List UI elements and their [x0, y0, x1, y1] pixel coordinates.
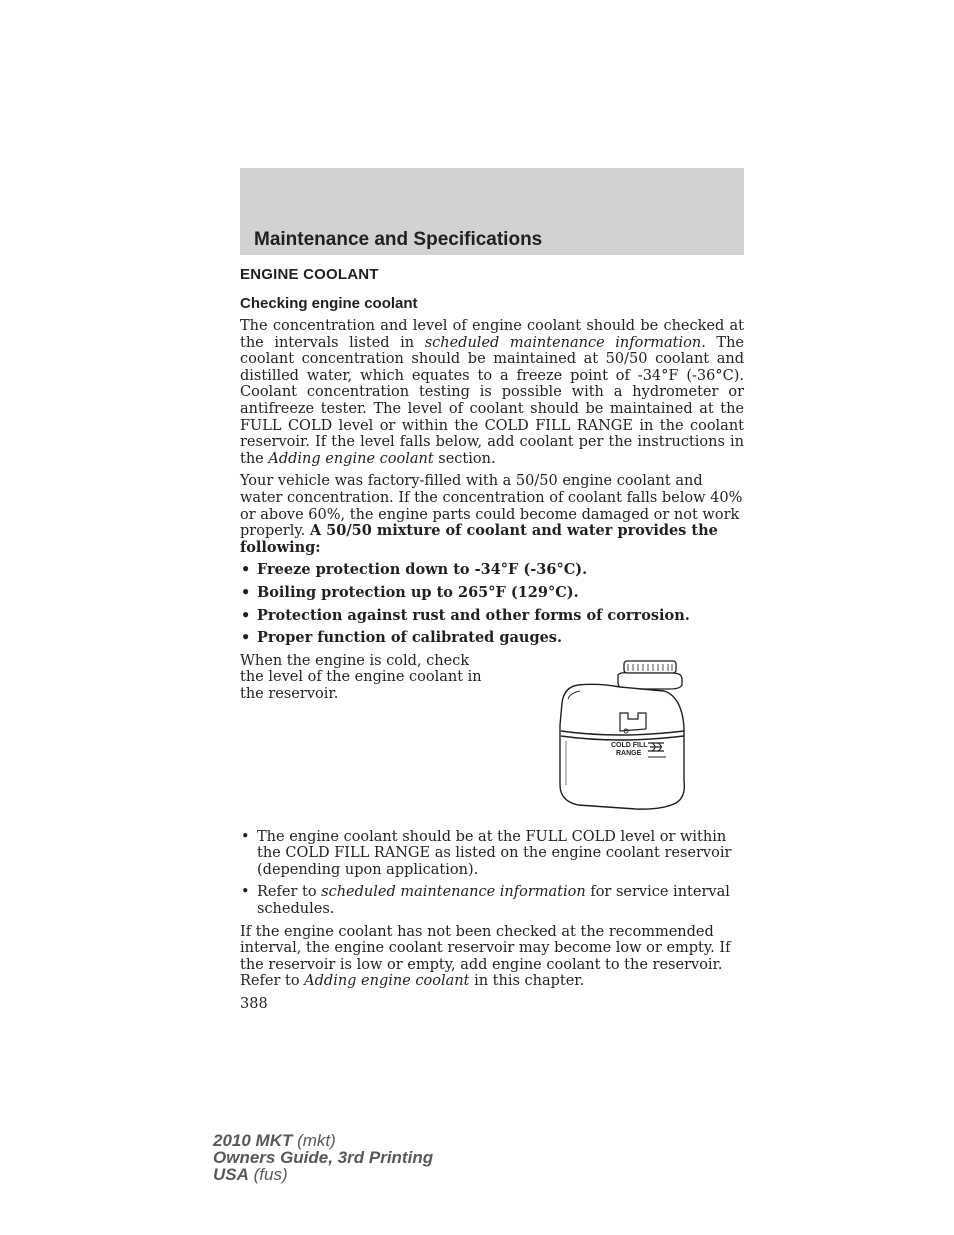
link-ref-scheduled-maintenance: scheduled maintenance information. [424, 334, 706, 351]
header-band [240, 168, 744, 255]
check-list [240, 829, 744, 918]
subsection-title: Checking engine coolant [240, 295, 418, 312]
list-item: • Protection against rust and other forms of corrosion. [240, 608, 744, 625]
chapter-title: Maintenance and Specifications [254, 229, 543, 250]
link-ref-scheduled-maintenance: scheduled maintenance information [321, 884, 586, 901]
footer-line-3: USA (fus) [213, 1165, 288, 1184]
link-ref-adding-coolant: Adding engine coolant [304, 973, 470, 990]
paragraph-factory-fill: Your vehicle was factory-filled with a 50/50 engine coolant and water concentration. If the concentration of coolant falls below 40% or above 60%, the engine parts could become damaged or not work properly. A 50/50 mixture of coolant and water provides the following: [240, 473, 743, 556]
section-title: ENGINE COOLANT [240, 266, 379, 283]
protection-list [240, 562, 744, 646]
list-item: • The engine coolant should be at the FULL COLD level or within the COLD FILL RANGE as listed on the engine coolant reservoir (depending upon application). [240, 829, 744, 879]
footer-line-1: 2010 MKT (mkt) [213, 1131, 336, 1150]
document-footer [213, 1132, 433, 1183]
cold-fill-label-line2: RANGE [616, 749, 642, 757]
list-item: • Freeze protection down to -34°F (-36°C). [240, 562, 744, 579]
coolant-reservoir-illustration [558, 659, 686, 811]
list-item: • Refer to scheduled maintenance information for service interval schedules. [240, 884, 744, 917]
page-number: 388 [240, 996, 268, 1013]
figure-row [240, 653, 744, 829]
paragraph-low-reservoir: If the engine coolant has not been checked at the recommended interval, the engine coolant reservoir may become low or empty. If the reservoir is low or empty, add engine coolant to the reservoir. Refer to Adding engine coolant in this chapter. [240, 923, 731, 990]
figure-caption-text: When the engine is cold, check the level of the engine coolant in the reservoir. [240, 652, 482, 702]
list-item: • Boiling protection up to 265°F (129°C). [240, 585, 744, 602]
page-content [240, 266, 744, 1012]
link-ref-adding-coolant: Adding engine coolant [268, 450, 434, 467]
paragraph-coolant-concentration: The concentration and level of engine coolant should be checked at the intervals listed in scheduled maintenance information. The coolant concentration should be maintained at 50/50 coolant and distilled water, which equates to a freeze point of -34°F (-36°C). Coolant concentration testing is possible with a hydrometer or antifreeze tester. The level of coolant should be maintained at the FULL COLD level or within the COLD FILL RANGE in the coolant reservoir. If the level falls below, add coolant per the instructions in the Adding engine coolant section. [240, 318, 745, 467]
list-item: • Proper function of calibrated gauges. [240, 630, 744, 647]
footer-line-2: Owners Guide, 3rd Printing [213, 1148, 434, 1167]
cold-fill-label-line1: COLD FILL [611, 741, 648, 749]
